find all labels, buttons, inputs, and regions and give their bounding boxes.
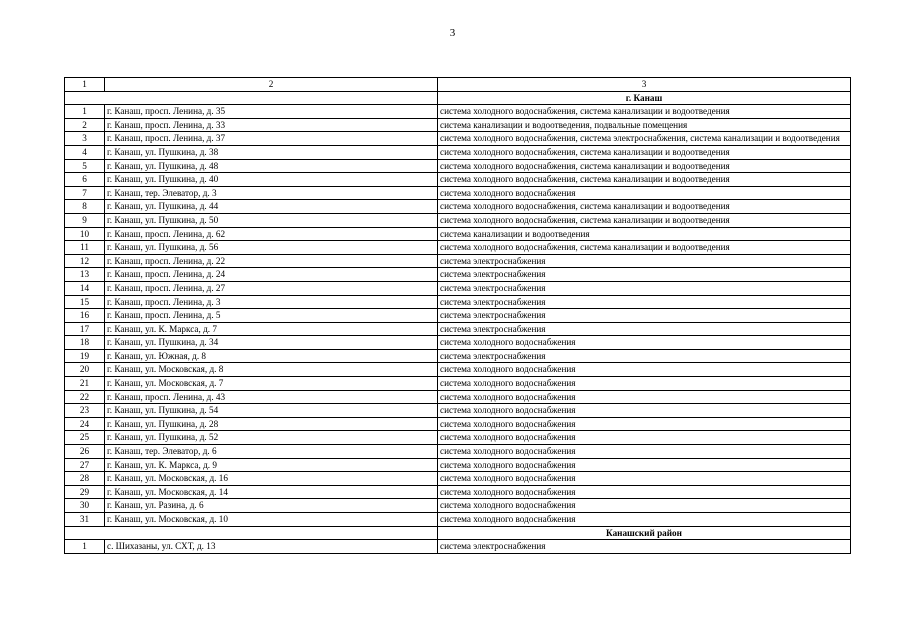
row-address: г. Канаш, ул. Пушкина, д. 44 — [105, 200, 438, 214]
row-number: 18 — [65, 336, 105, 350]
row-number: 19 — [65, 349, 105, 363]
column-number-2: 2 — [105, 78, 438, 92]
row-number: 2 — [65, 118, 105, 132]
row-systems: система холодного водоснабжения — [438, 186, 851, 200]
row-systems: система холодного водоснабжения, система канализации и водоотведения — [438, 105, 851, 119]
page-number: 3 — [449, 27, 456, 39]
row-systems: система канализации и водоотведения, подвальные помещения — [438, 118, 851, 132]
row-number: 28 — [65, 472, 105, 486]
row-systems: система холодного водоснабжения, система электроснабжения, система канализации и водоотведения — [438, 132, 851, 146]
row-address: г. Канаш, просп. Ленина, д. 37 — [105, 132, 438, 146]
row-systems: система холодного водоснабжения — [438, 445, 851, 459]
row-number: 29 — [65, 485, 105, 499]
row-address: г. Канаш, просп. Ленина, д. 62 — [105, 227, 438, 241]
row-address: г. Канаш, просп. Ленина, д. 27 — [105, 281, 438, 295]
row-number: 17 — [65, 322, 105, 336]
row-number: 30 — [65, 499, 105, 513]
section-title: г. Канаш — [438, 91, 851, 105]
table-row — [65, 268, 851, 282]
row-systems: система холодного водоснабжения — [438, 513, 851, 527]
table-row — [65, 227, 851, 241]
table-row — [65, 404, 851, 418]
buildings-table — [64, 77, 851, 554]
row-address: г. Канаш, ул. Московская, д. 10 — [105, 513, 438, 527]
table-row — [65, 499, 851, 513]
row-number: 1 — [65, 105, 105, 119]
row-systems: система электроснабжения — [438, 309, 851, 323]
row-number: 20 — [65, 363, 105, 377]
row-systems: система электроснабжения — [438, 349, 851, 363]
table-row — [65, 472, 851, 486]
table-row — [65, 363, 851, 377]
table-row — [65, 200, 851, 214]
table-row — [65, 417, 851, 431]
row-systems: система канализации и водоотведения — [438, 227, 851, 241]
row-number: 22 — [65, 390, 105, 404]
row-address: г. Канаш, просп. Ленина, д. 33 — [105, 118, 438, 132]
row-number: 13 — [65, 268, 105, 282]
table-row — [65, 390, 851, 404]
table-row — [65, 145, 851, 159]
column-number-row — [65, 78, 851, 92]
table-row — [65, 118, 851, 132]
row-number: 1 — [65, 540, 105, 554]
row-address: г. Канаш, тер. Элеватор, д. 3 — [105, 186, 438, 200]
row-systems: система электроснабжения — [438, 322, 851, 336]
row-number: 25 — [65, 431, 105, 445]
column-number-3: 3 — [438, 78, 851, 92]
row-systems: система электроснабжения — [438, 295, 851, 309]
section-title: Канашский район — [438, 526, 851, 540]
row-address: г. Канаш, просп. Ленина, д. 22 — [105, 254, 438, 268]
row-systems: система холодного водоснабжения, система канализации и водоотведения — [438, 145, 851, 159]
table-row — [65, 458, 851, 472]
row-systems: система электроснабжения — [438, 281, 851, 295]
row-number: 23 — [65, 404, 105, 418]
row-address: г. Канаш, ул. Пушкина, д. 40 — [105, 173, 438, 187]
row-systems: система холодного водоснабжения — [438, 431, 851, 445]
table-row — [65, 281, 851, 295]
table-row — [65, 336, 851, 350]
table-row — [65, 431, 851, 445]
table-row — [65, 241, 851, 255]
row-number: 4 — [65, 145, 105, 159]
table-row — [65, 186, 851, 200]
row-address: г. Канаш, ул. Пушкина, д. 54 — [105, 404, 438, 418]
row-systems: система холодного водоснабжения — [438, 390, 851, 404]
row-address: г. Канаш, ул. Разина, д. 6 — [105, 499, 438, 513]
row-address: г. Канаш, ул. Пушкина, д. 56 — [105, 241, 438, 255]
table-row — [65, 485, 851, 499]
row-address: г. Канаш, тер. Элеватор, д. 6 — [105, 445, 438, 459]
row-systems: система холодного водоснабжения — [438, 472, 851, 486]
row-number: 11 — [65, 241, 105, 255]
row-systems: система холодного водоснабжения, система канализации и водоотведения — [438, 241, 851, 255]
row-address: г. Канаш, ул. Пушкина, д. 52 — [105, 431, 438, 445]
row-number: 5 — [65, 159, 105, 173]
table-body — [65, 78, 851, 554]
row-number: 12 — [65, 254, 105, 268]
table-row — [65, 540, 851, 554]
row-address: г. Канаш, ул. Пушкина, д. 28 — [105, 417, 438, 431]
row-number: 21 — [65, 377, 105, 391]
row-systems: система холодного водоснабжения — [438, 404, 851, 418]
row-systems: система холодного водоснабжения, система канализации и водоотведения — [438, 213, 851, 227]
row-systems: система холодного водоснабжения, система канализации и водоотведения — [438, 159, 851, 173]
row-number: 8 — [65, 200, 105, 214]
row-number: 26 — [65, 445, 105, 459]
table-row — [65, 309, 851, 323]
row-address: г. Канаш, ул. Пушкина, д. 38 — [105, 145, 438, 159]
row-systems: система холодного водоснабжения — [438, 458, 851, 472]
row-address: г. Канаш, ул. Южная, д. 8 — [105, 349, 438, 363]
row-systems: система электроснабжения — [438, 268, 851, 282]
table-row — [65, 105, 851, 119]
row-number: 31 — [65, 513, 105, 527]
table-row — [65, 173, 851, 187]
row-address: г. Канаш, ул. Московская, д. 7 — [105, 377, 438, 391]
row-address: г. Канаш, ул. Пушкина, д. 50 — [105, 213, 438, 227]
row-address: г. Канаш, просп. Ленина, д. 35 — [105, 105, 438, 119]
section-spacer — [65, 526, 438, 540]
row-number: 14 — [65, 281, 105, 295]
row-number: 27 — [65, 458, 105, 472]
column-number-1: 1 — [65, 78, 105, 92]
row-address: с. Шихазаны, ул. СХТ, д. 13 — [105, 540, 438, 554]
row-number: 6 — [65, 173, 105, 187]
row-systems: система холодного водоснабжения — [438, 377, 851, 391]
row-systems: система холодного водоснабжения, система канализации и водоотведения — [438, 173, 851, 187]
row-number: 16 — [65, 309, 105, 323]
table-row — [65, 322, 851, 336]
row-address: г. Канаш, ул. Пушкина, д. 48 — [105, 159, 438, 173]
table-row — [65, 377, 851, 391]
row-number: 3 — [65, 132, 105, 146]
row-systems: система холодного водоснабжения — [438, 499, 851, 513]
row-address: г. Канаш, просп. Ленина, д. 3 — [105, 295, 438, 309]
row-systems: система холодного водоснабжения — [438, 417, 851, 431]
row-systems: система электроснабжения — [438, 254, 851, 268]
row-address: г. Канаш, ул. Московская, д. 8 — [105, 363, 438, 377]
row-systems: система холодного водоснабжения — [438, 485, 851, 499]
row-number: 24 — [65, 417, 105, 431]
table-row — [65, 132, 851, 146]
row-address: г. Канаш, ул. К. Маркса, д. 7 — [105, 322, 438, 336]
row-address: г. Канаш, ул. Московская, д. 14 — [105, 485, 438, 499]
section-spacer — [65, 91, 438, 105]
table-row — [65, 349, 851, 363]
row-systems: система электроснабжения — [438, 540, 851, 554]
section-row — [65, 526, 851, 540]
table-row — [65, 159, 851, 173]
section-row — [65, 91, 851, 105]
row-number: 9 — [65, 213, 105, 227]
table-row — [65, 295, 851, 309]
table-row — [65, 445, 851, 459]
row-address: г. Канаш, просп. Ленина, д. 5 — [105, 309, 438, 323]
row-systems: система холодного водоснабжения, система канализации и водоотведения — [438, 200, 851, 214]
row-number: 10 — [65, 227, 105, 241]
row-address: г. Канаш, ул. Московская, д. 16 — [105, 472, 438, 486]
row-systems: система холодного водоснабжения — [438, 363, 851, 377]
row-address: г. Канаш, просп. Ленина, д. 24 — [105, 268, 438, 282]
table-row — [65, 513, 851, 527]
row-address: г. Канаш, просп. Ленина, д. 43 — [105, 390, 438, 404]
row-number: 7 — [65, 186, 105, 200]
row-address: г. Канаш, ул. К. Маркса, д. 9 — [105, 458, 438, 472]
row-number: 15 — [65, 295, 105, 309]
row-address: г. Канаш, ул. Пушкина, д. 34 — [105, 336, 438, 350]
table-row — [65, 213, 851, 227]
table-row — [65, 254, 851, 268]
row-systems: система холодного водоснабжения — [438, 336, 851, 350]
